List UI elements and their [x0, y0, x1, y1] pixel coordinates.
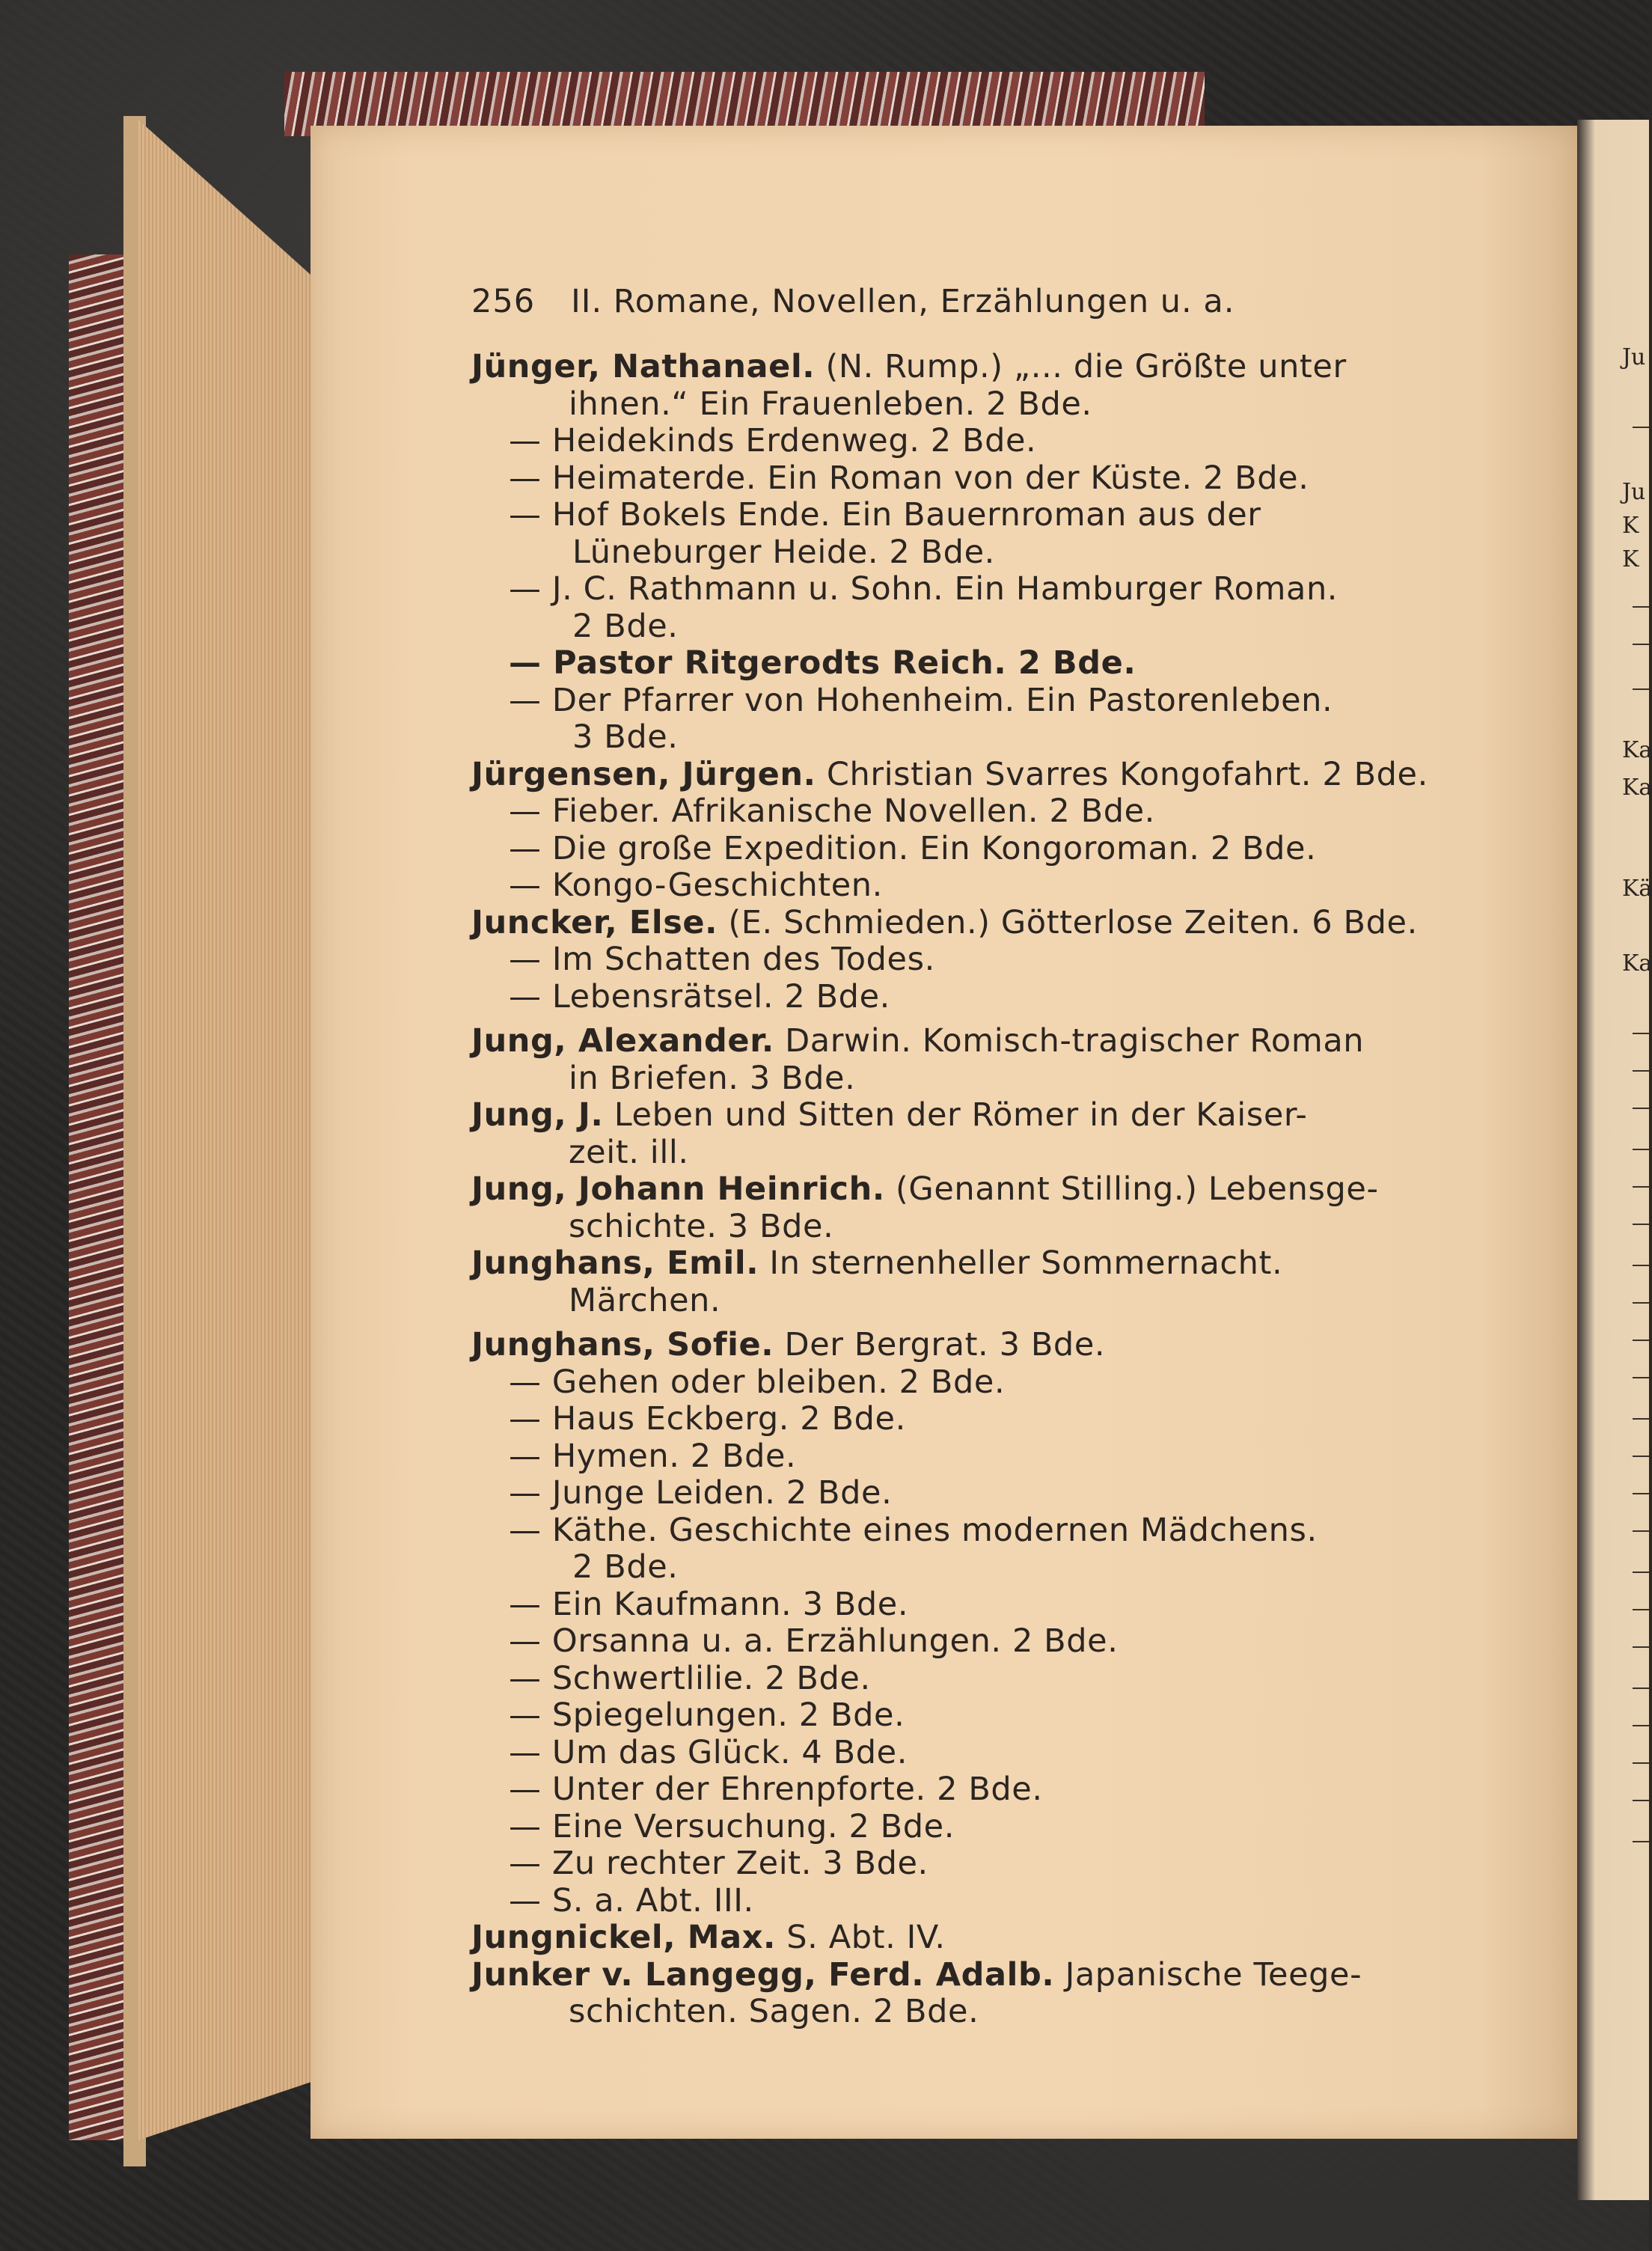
fragment-dash — [1633, 1377, 1649, 1378]
author-name: Jung, J. — [471, 1096, 604, 1134]
page-number: 256 — [471, 283, 536, 320]
fragment: Ju — [1622, 344, 1646, 370]
author-name: Jungnickel, Max. — [471, 1919, 776, 1956]
fragment-dash — [1633, 1070, 1649, 1072]
sub-entry: — Hymen. 2 Bde. — [509, 1437, 797, 1475]
fragment-dash — [1633, 1609, 1649, 1610]
sub-entry: — Die große Expedition. Ein Kongoroman. 2 Bde. — [509, 829, 1317, 867]
sub-entry: — Käthe. Geschichte eines modernen Mädchens. — [509, 1511, 1318, 1549]
entry-text: (Genannt Stilling.) Lebensge- — [896, 1170, 1379, 1208]
entry-text: schichte. 3 Bde. — [569, 1207, 834, 1245]
catalog-entry — [471, 905, 1474, 942]
sub-entry: — Gehen oder bleiben. 2 Bde. — [509, 1363, 1006, 1401]
sub-entry-cont: 2 Bde. — [572, 1548, 679, 1586]
sub-entry: — Spiegelungen. 2 Bde. — [509, 1696, 905, 1734]
sub-entry: — Der Pfarrer von Hohenheim. Ein Pastorenleben. — [509, 681, 1333, 719]
fragment-dash — [1633, 606, 1649, 608]
fragment-dash — [1633, 1646, 1649, 1648]
fragment: Kä — [1622, 876, 1652, 902]
sub-entry-cont: 2 Bde. — [572, 607, 679, 645]
catalog-entry — [471, 1171, 1474, 1245]
fragment-dash — [1633, 1224, 1649, 1225]
sub-entry: — Eine Versuchung. 2 Bde. — [509, 1807, 955, 1845]
sub-entry: — Ein Kaufmann. 3 Bde. — [509, 1585, 909, 1623]
sub-entry: — Fieber. Afrikanische Novellen. 2 Bde. — [509, 792, 1155, 830]
fragment-dash — [1633, 1800, 1649, 1801]
author-name: Junker v. Langegg, Ferd. Adalb. — [471, 1955, 1055, 1994]
fragment-dash — [1633, 1108, 1649, 1109]
catalog-entry — [471, 349, 1474, 423]
catalog-entry — [471, 1919, 1474, 1957]
fragment-dash — [1633, 1340, 1649, 1341]
author-name: Jürgensen, Jürgen. — [471, 755, 816, 793]
sub-entry-cont: Lüneburger Heide. 2 Bde. — [572, 533, 995, 571]
sub-entry: — Im Schatten des Todes. — [509, 941, 935, 978]
fragment-dash — [1633, 1572, 1649, 1573]
entry-text: Märchen. — [569, 1281, 721, 1319]
entry-text: Der Bergrat. 3 Bde. — [784, 1326, 1106, 1363]
fragment: K — [1622, 513, 1639, 539]
entry-text: Darwin. Komisch-tragischer Roman — [785, 1022, 1365, 1060]
catalog-entries — [471, 349, 1474, 2031]
fragment-dash — [1633, 1149, 1649, 1150]
author-name: Jünger, Nathanael. — [471, 348, 816, 385]
sub-entry-cont: 3 Bde. — [572, 718, 679, 756]
fragment: K — [1622, 546, 1639, 572]
entry-text: Leben und Sitten der Römer in der Kaiser- — [614, 1096, 1308, 1134]
sub-entry: — Schwertlilie. 2 Bde. — [509, 1659, 871, 1697]
author-name: Juncker, Else. — [471, 903, 718, 941]
entry-text: Japanische Teege- — [1065, 1955, 1362, 1994]
fragment-dash — [1633, 1493, 1649, 1494]
fragment-dash — [1633, 1186, 1649, 1188]
sub-entry: — Lebensrätsel. 2 Bde. — [509, 977, 890, 1015]
fragment-dash — [1633, 1265, 1649, 1266]
author-name: Junghans, Emil. — [471, 1244, 759, 1282]
page-stack-edges — [138, 120, 318, 2140]
author-name: Jung, Alexander. — [471, 1022, 774, 1060]
fragment: Ju — [1622, 479, 1646, 505]
catalog-entry — [471, 757, 1474, 794]
entry-text: Christian Svarres Kongofahrt. 2 Bde. — [826, 755, 1428, 793]
sub-entry: — Um das Glück. 4 Bde. — [509, 1733, 908, 1771]
author-name: Jung, Johann Heinrich. — [471, 1170, 885, 1208]
running-header — [471, 283, 1235, 320]
entry-text: S. Abt. IV. — [786, 1919, 946, 1956]
sub-entry: — Kongo-Geschichten. — [509, 867, 883, 904]
facing-page-fragments — [1622, 329, 1652, 2050]
fragment: Ka — [1622, 775, 1652, 801]
entry-text: in Briefen. 3 Bde. — [569, 1059, 856, 1097]
fragment: Ka — [1622, 737, 1652, 763]
catalog-entry — [471, 1327, 1474, 1364]
catalog-entry — [471, 1023, 1474, 1097]
fragment-dash — [1633, 1530, 1649, 1532]
marbled-board-left — [69, 254, 126, 2140]
fragment-dash — [1633, 1302, 1649, 1304]
sub-entry: — Zu rechter Zeit. 3 Bde. — [509, 1845, 929, 1882]
sub-entry: — Heimaterde. Ein Roman von der Küste. 2 Bde. — [509, 459, 1309, 497]
sub-entry: — Haus Eckberg. 2 Bde. — [509, 1400, 906, 1438]
author-name: Junghans, Sofie. — [471, 1326, 774, 1363]
sub-entry: — Heidekinds Erdenweg. 2 Bde. — [509, 422, 1037, 459]
sub-entry: — S. a. Abt. III. — [509, 1881, 754, 1919]
fragment-dash — [1633, 1762, 1649, 1764]
sub-entry: — Orsanna u. a. Erzählungen. 2 Bde. — [509, 1622, 1119, 1660]
entry-text: In sternenheller Sommernacht. — [769, 1244, 1283, 1282]
fragment-dash — [1633, 427, 1649, 428]
sub-entry: — Junge Leiden. 2 Bde. — [509, 1474, 893, 1512]
catalog-entry — [471, 1245, 1474, 1319]
running-title: II. Romane, Novellen, Erzählungen u. a. — [571, 283, 1235, 320]
fragment: Ka — [1622, 950, 1652, 977]
fragment-dash — [1633, 1841, 1649, 1842]
fragment-dash — [1633, 1725, 1649, 1726]
entry-text: (N. Rump.) „... die Größte unter — [825, 348, 1347, 385]
sub-entry: — J. C. Rathmann u. Sohn. Ein Hamburger Roman. — [509, 570, 1339, 608]
catalog-entry — [471, 1097, 1474, 1171]
sub-entry: — Pastor Ritgerodts Reich. 2 Bde. — [509, 644, 1136, 682]
sub-entry: — Hof Bokels Ende. Ein Bauernroman aus der — [509, 496, 1261, 534]
fragment-dash — [1633, 644, 1649, 645]
sub-entry: — Unter der Ehrenpforte. 2 Bde. — [509, 1771, 1043, 1808]
entry-text: zeit. ill. — [569, 1133, 689, 1171]
fragment-dash — [1633, 1688, 1649, 1689]
fragment-dash — [1633, 1033, 1649, 1034]
fragment-dash — [1633, 688, 1649, 690]
catalog-entry — [471, 1957, 1474, 2031]
entry-text: schichten. Sagen. 2 Bde. — [569, 1993, 979, 2030]
entry-text: ihnen.“ Ein Frauenleben. 2 Bde. — [569, 385, 1092, 423]
entry-text: (E. Schmieden.) Götterlose Zeiten. 6 Bde. — [728, 903, 1418, 941]
fragment-dash — [1633, 1418, 1649, 1420]
fragment-dash — [1633, 1456, 1649, 1457]
